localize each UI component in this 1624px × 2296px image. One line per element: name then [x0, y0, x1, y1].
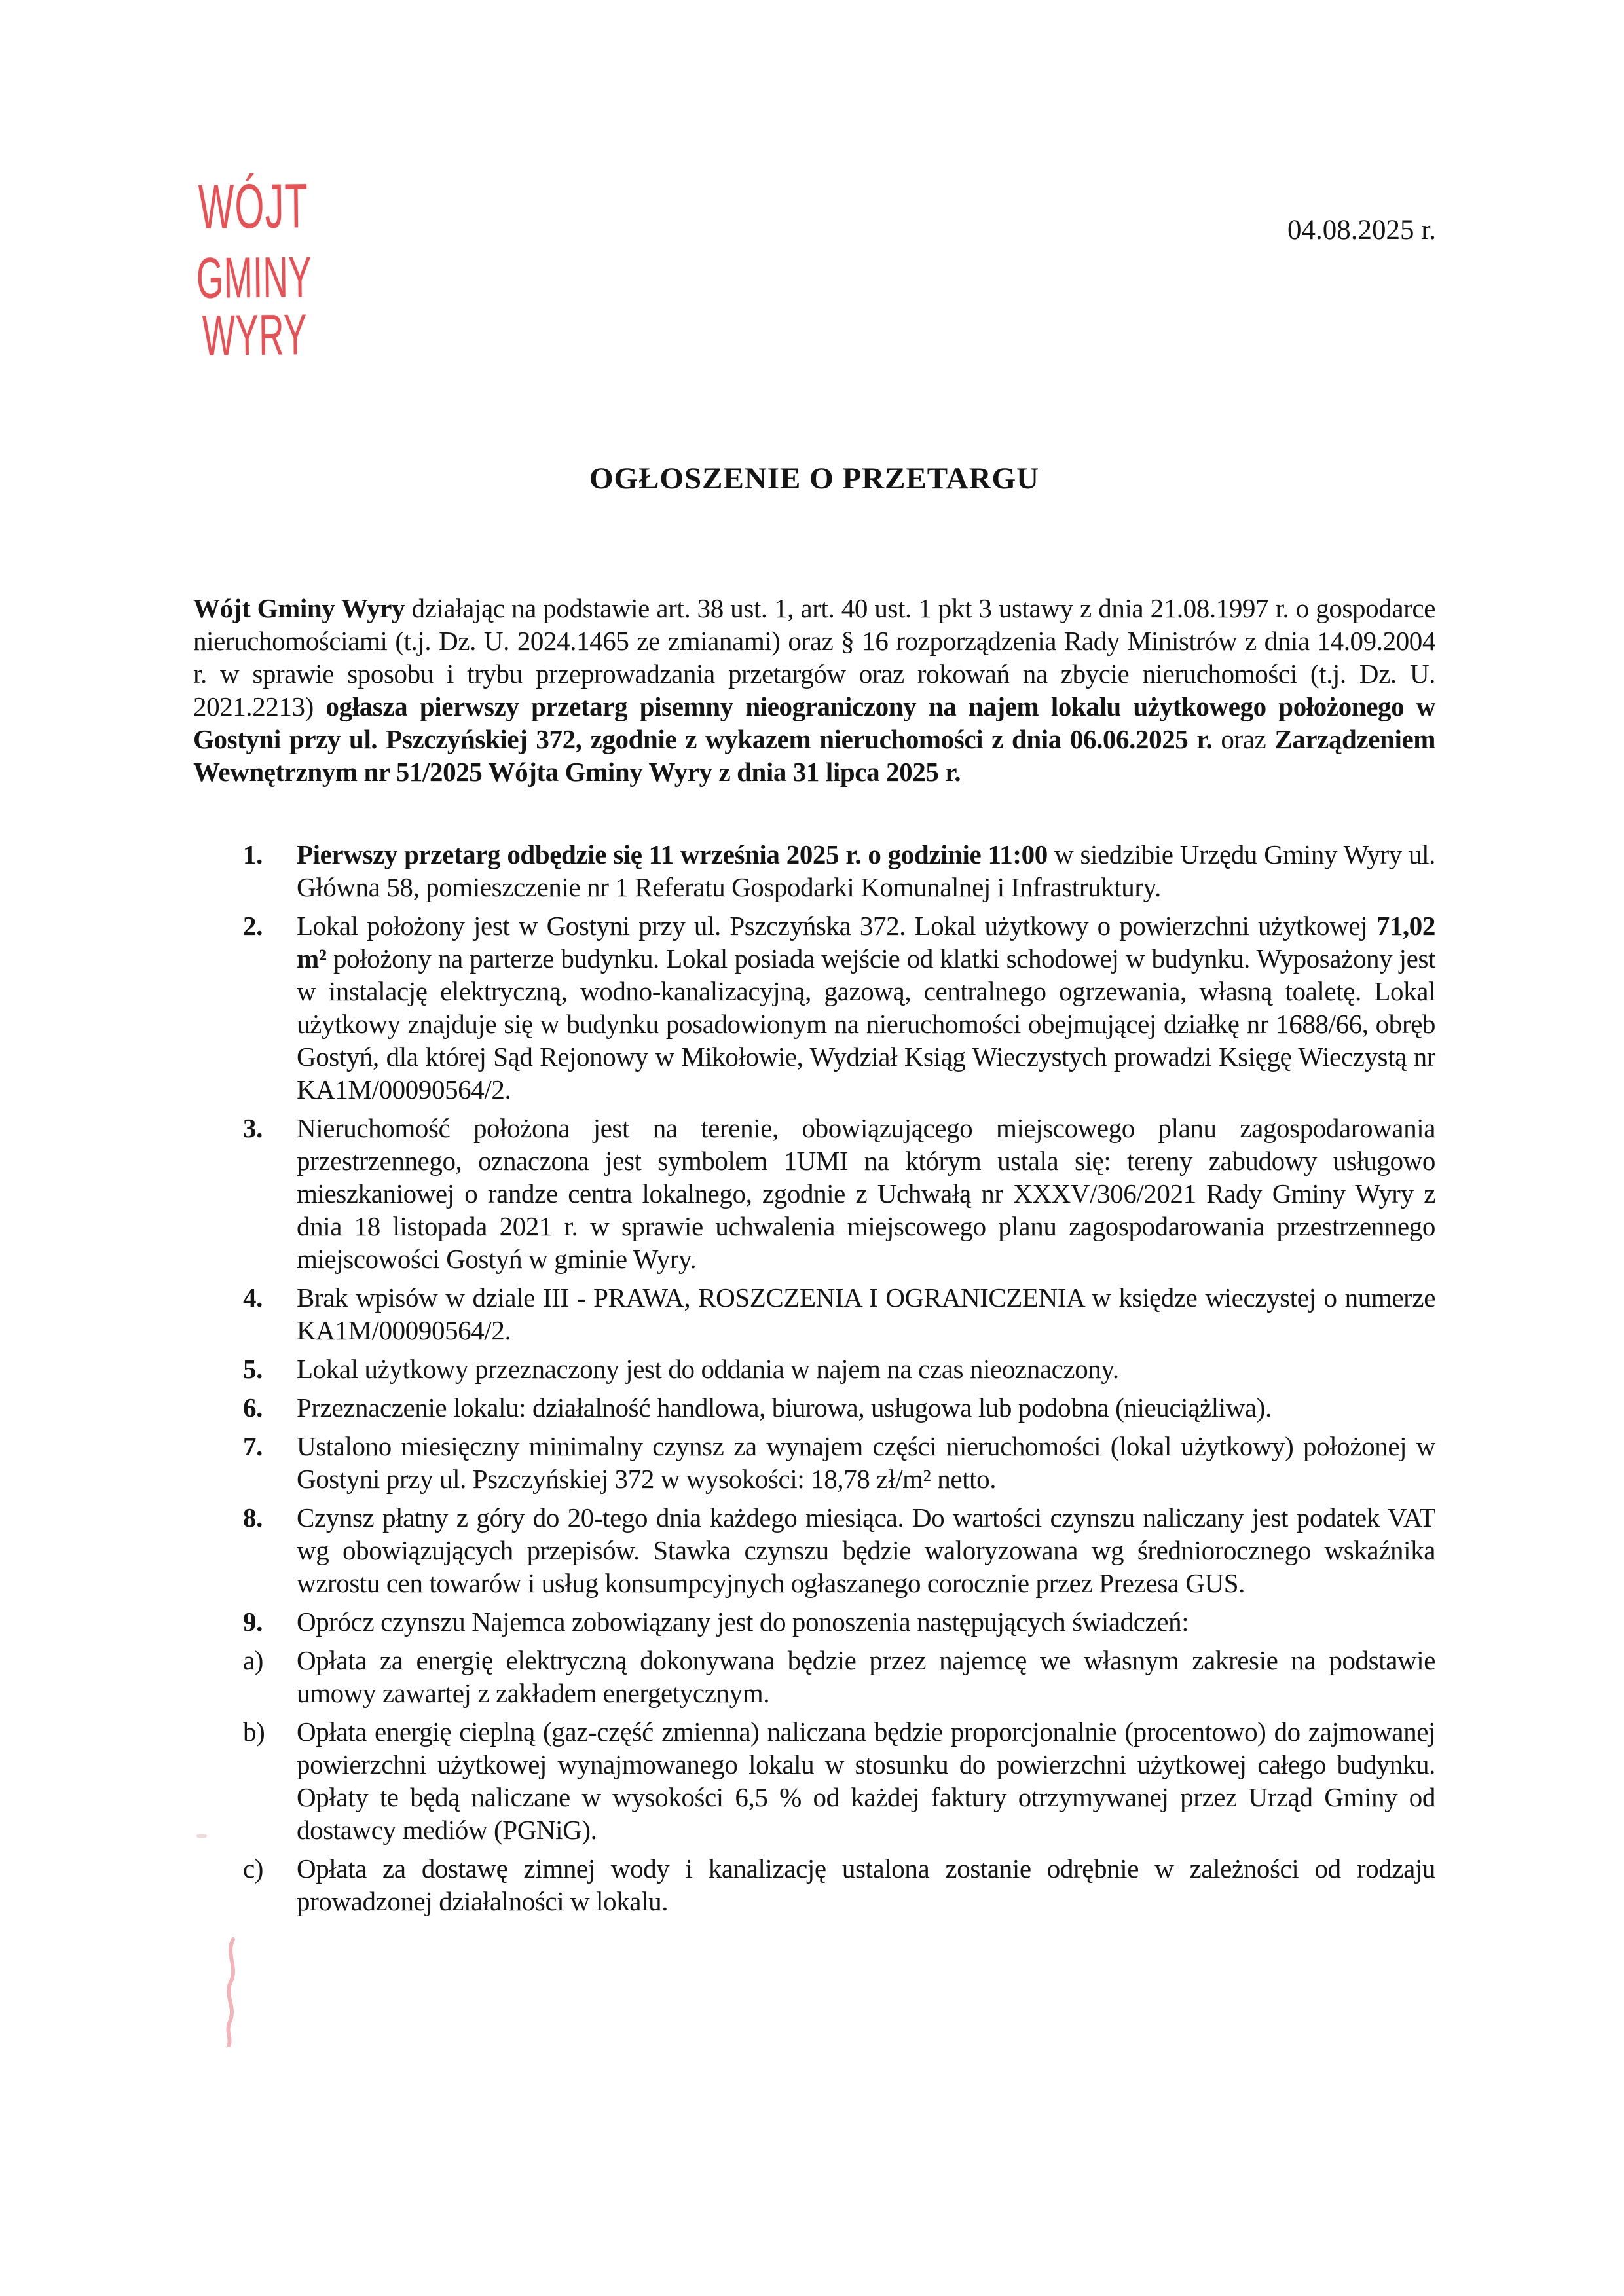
text-run: Opłata za energię elektryczną dokonywana będzie przez najemcę we własnym zakresie na podstawie umowy zawartej z zakładem energetycznym. [297, 1645, 1435, 1708]
list-item-marker: 5. [243, 1354, 263, 1384]
list-item-marker: 7. [243, 1431, 263, 1461]
list-item [193, 1852, 1435, 1918]
list-item-marker: 3. [243, 1113, 263, 1143]
list-item-marker: 9. [243, 1607, 263, 1637]
list-item-marker: 8. [243, 1503, 263, 1533]
list-item [193, 1715, 1435, 1846]
list-item [193, 1501, 1435, 1599]
list-item [193, 838, 1435, 903]
list-item-text [297, 1852, 1435, 1918]
document-title: OGŁOSZENIE O PRZETARGU [589, 462, 1040, 496]
list-item-marker: 4. [243, 1283, 263, 1313]
text-run: Nieruchomość położona jest na terenie, obowiązującego miejscowego planu zagospodarowania przestrzennego, oznaczona jest symbolem 1UMI na którym ustala się: tereny zabudowy usługowo mieszkaniowej o randze centra lokalnego, zgodnie z Uchwałą nr XXXV/306/2021 Rady Gminy Wyry z dnia 18 listopada 2021 r. w sprawie uchwalenia miejscowego planu zagospodarowania przestrzennego miejscowości Gostyń w gminie Wyry. [297, 1113, 1435, 1274]
list-item-marker: 2. [243, 911, 263, 941]
list-item [193, 1644, 1435, 1709]
list-item [193, 1605, 1435, 1638]
text-run: położony na parterze budynku. Lokal posiada wejście od klatki schodowej w budynku. Wyposażony jest w instalację elektryczną, wodno-kanalizacyjną, gazową, centralnego ogrzewania, własną toaletę. Lokal użytkowy znajduje się w budynku posadowionym na nieruchomości obejmującej działkę nr 1688/66, obręb Gostyń, dla której Sąd Rejonowy w Mikołowie, Wydział Ksiąg Wieczystych prowadzi Księgę Wieczystą nr KA1M/00090564/2. [297, 943, 1435, 1104]
faint-margin-smudge [196, 1834, 207, 1838]
bold-text-run: Zarządzeniem Wewnętrznym nr 51/2025 Wójta Gminy Wyry z dnia 31 lipca 2025 r. [193, 724, 1435, 787]
stamp-line-1: WÓJT [198, 171, 309, 242]
list-item [193, 1281, 1435, 1347]
list-item-text [297, 1715, 1435, 1846]
text-run: Lokal położony jest w Gostyni przy ul. Pszczyńska 372. Lokal użytkowy o powierzchni użytkowej [297, 911, 1376, 941]
text-run: Lokal użytkowy przeznaczony jest do oddania w najem na czas nieoznaczony. [297, 1354, 1119, 1384]
text-run: w siedzibie Urzędu Gminy Wyry ul. Główna 58, pomieszczenie nr 1 Referatu Gospodarki Komunalnej i Infrastruktury. [297, 839, 1435, 902]
list-item-text [297, 1644, 1435, 1709]
bold-text-run: Pierwszy przetarg odbędzie się 11 września 2025 r. o godzinie 11:00 [297, 839, 1048, 869]
text-run: oraz [1212, 724, 1275, 754]
list-item-text [297, 1112, 1435, 1275]
text-run: Opłata energię cieplną (gaz-część zmienna) naliczana będzie proporcjonalnie (procentowo) do zajmowanej powierzchni użytkowej wynajmowanego lokalu w stosunku do powierzchni użytkowej całego budynku. Opłaty te będą naliczane w wysokości 6,5 % od każdej faktury otrzymywanej przez Urząd Gminy od dostawcy mediów (PGNiG). [297, 1717, 1435, 1845]
list-item [193, 1391, 1435, 1424]
list-item-marker: 1. [243, 839, 263, 869]
text-run: Ustalono miesięczny minimalny czynsz za wynajem części nieruchomości (lokal użytkowy) położonej w Gostyni przy ul. Pszczyńskiej 372 w wysokości: 18,78 zł/m² netto. [297, 1431, 1435, 1494]
list-item [193, 1430, 1435, 1495]
text-run: Oprócz czynszu Najemca zobowiązany jest do ponoszenia następujących świadczeń: [297, 1607, 1189, 1637]
list-item-text [297, 1501, 1435, 1599]
red-pen-squiggle-mark [219, 1937, 246, 2047]
list-item-marker: a) [243, 1645, 264, 1675]
intro-paragraph [193, 592, 1435, 788]
text-run: Brak wpisów w dziale III - PRAWA, ROSZCZENIA I OGRANICZENIA w księdze wieczystej o numerze KA1M/00090564/2. [297, 1283, 1435, 1345]
list-item-marker: c) [243, 1853, 264, 1884]
text-run: Czynsz płatny z góry do 20-tego dnia każdego miesiąca. Do wartości czynszu naliczany jest podatek VAT wg obowiązujących przepisów. Stawka czynszu będzie waloryzowana wg średniorocznego wskaźnika wzrostu cen towarów i usług konsumpcyjnych ogłaszanego corocznie przez Prezesa GUS. [297, 1503, 1435, 1598]
stamp-line-2: GMINY WYRY [196, 244, 312, 368]
list-item-text [297, 1605, 1435, 1638]
text-run: Przeznaczenie lokalu: działalność handlowa, biurowa, usługowa lub podobna (nieuciążliwa). [297, 1393, 1272, 1423]
list-item-text [297, 1391, 1435, 1424]
text-run: działając na podstawie art. 38 ust. 1, art. 40 ust. 1 pkt 3 ustawy z dnia 21.08.1997 r. o gospodarce nieruchomościami (t.j. Dz. U. 2024.1465 ze zmianami) oraz § 16 rozporządzenia Rady Ministrów z dnia 14.09.2004 r. w sprawie sposobu i trybu przeprowadzania przetargów oraz rokowań na zbycie nieruchomości (t.j. Dz. U. 2021.2213) [193, 593, 1435, 721]
bold-text-run: 71,02 m² [297, 911, 1435, 974]
bold-text-run: Wójt Gminy Wyry [193, 593, 405, 623]
list-item-text [297, 909, 1435, 1106]
bold-text-run: ogłasza pierwszy przetarg pisemny nieograniczony na najem lokalu użytkowego położonego w Gostyni przy ul. Pszczyńskiej 372, zgodnie z wykazem nieruchomości z dnia 06.06.2025 r. [193, 691, 1435, 754]
list-item-text [297, 1353, 1435, 1385]
list-item-text [297, 1430, 1435, 1495]
terms-list [193, 838, 1435, 1918]
document-body [193, 0, 1435, 1923]
list-item-marker: b) [243, 1717, 265, 1747]
document-date: 04.08.2025 r. [1287, 215, 1436, 246]
list-item [193, 1353, 1435, 1385]
list-item [193, 909, 1435, 1106]
list-item-marker: 6. [243, 1393, 263, 1423]
list-item-text [297, 838, 1435, 903]
list-item-text [297, 1281, 1435, 1347]
list-item [193, 1112, 1435, 1275]
text-run: Opłata za dostawę zimnej wody i kanalizację ustalona zostanie odrębnie w zależności od rodzaju prowadzonej działalności w lokalu. [297, 1853, 1435, 1916]
